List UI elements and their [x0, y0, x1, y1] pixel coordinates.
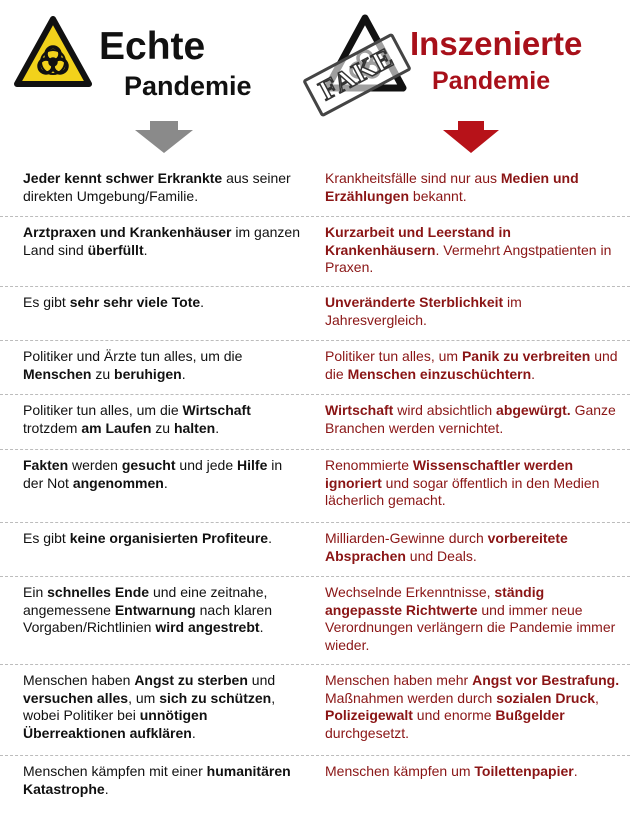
statement-segment: schnelles Ende [47, 584, 150, 600]
statement-segment: Wissenschaftler werden ignoriert [325, 457, 574, 491]
statement-segment: angenommen [72, 474, 164, 491]
staged-pandemic-statement [325, 584, 625, 654]
real-pandemic-statement [23, 672, 305, 742]
comparison-row [0, 394, 630, 450]
statement-segment: unnötigen Überreaktionen aufklären [23, 707, 208, 741]
header [0, 0, 630, 160]
staged-pandemic-statement [325, 294, 625, 329]
comparison-row [0, 449, 630, 523]
statement-segment: zu [151, 419, 174, 436]
statement-segment: Maßnahmen werden durch [325, 689, 497, 706]
statement-segment: . [143, 241, 148, 258]
staged-pandemic-statement [325, 348, 625, 383]
real-pandemic-statement [23, 530, 305, 548]
statement-segment: und immer neue Verordnungen verlängern die Pandemie immer wieder. [325, 601, 616, 653]
left-title-line1: Echte [99, 25, 206, 68]
comparison-row [0, 664, 630, 756]
statement-segment: Menschen haben mehr [325, 672, 473, 688]
statement-segment: keine organisierten Profiteure [69, 530, 269, 546]
fake-stamp: FAKE [302, 33, 412, 118]
real-pandemic-statement [23, 457, 305, 492]
comparison-row [0, 286, 630, 341]
statement-segment: Wechselnde Erkenntnisse, [325, 584, 495, 600]
statement-segment: Menschen haben [23, 672, 135, 688]
statement-segment: und Deals. [405, 547, 477, 564]
statement-segment: gesucht [121, 457, 176, 473]
statement-segment: beruhigen [114, 365, 182, 382]
staged-pandemic-statement [325, 170, 625, 205]
statement-segment: , [595, 689, 599, 706]
statement-segment: . Vermehrt Angstpatienten in Praxen. [325, 241, 612, 276]
real-pandemic-statement [23, 170, 305, 205]
right-title-line2: Pandemie [432, 67, 551, 95]
statement-segment: Jeder kennt schwer Erkrankte [23, 170, 223, 186]
statement-segment: und die [325, 348, 618, 382]
statement-segment: Wirtschaft [325, 402, 394, 418]
statement-segment: Es gibt [23, 530, 70, 546]
staged-pandemic-statement [325, 224, 625, 277]
arrow-down-red-icon [443, 121, 499, 153]
real-pandemic-statement [23, 763, 305, 798]
real-pandemic-statement [23, 402, 305, 437]
statement-segment: Menschen kämpfen um [325, 763, 475, 779]
statement-segment: . [259, 619, 264, 636]
statement-segment: Fakten [23, 457, 69, 473]
statement-segment: im ganzen Land sind [23, 224, 300, 258]
statement-segment: werden [68, 457, 122, 473]
statement-segment: und enorme [412, 707, 496, 724]
statement-segment: trotzdem [23, 419, 82, 436]
statement-segment: Entwarnung [114, 601, 196, 618]
statement-segment: und jede [175, 457, 238, 473]
comparison-row [0, 522, 630, 577]
staged-pandemic-statement [325, 763, 625, 781]
statement-segment: Bußgelder [495, 707, 565, 724]
comparison-row [0, 162, 630, 217]
statement-segment: in der Not [23, 457, 283, 491]
statement-segment: wird absichtlich [393, 402, 497, 418]
statement-segment: Polizeigewalt [325, 707, 413, 724]
statement-segment: Angst zu sterben [134, 672, 248, 688]
statement-segment: bekannt. [409, 187, 467, 204]
statement-segment: Politiker und Ärzte tun alles, um die [23, 348, 243, 364]
statement-segment: Menschen einzuschüchtern [347, 365, 532, 382]
statement-segment: Ganze Branchen werden vernichtet. [325, 402, 616, 436]
statement-segment: Milliarden-Gewinne durch [325, 530, 488, 546]
statement-segment: . [215, 419, 220, 436]
comparison-row [0, 216, 630, 287]
statement-segment: Kurzarbeit und Leerstand in Krankenhäusern [325, 224, 511, 258]
statement-segment: . [573, 763, 578, 779]
right-title-line1: Inszenierte [410, 25, 583, 62]
statement-segment: . [531, 365, 536, 382]
statement-segment: und eine zeitnahe, angemessene [23, 584, 268, 618]
statement-segment: zu [91, 365, 115, 382]
statement-segment: . [191, 724, 196, 741]
statement-segment: Politiker tun alles, um [325, 348, 462, 364]
statement-segment: versuchen alles [23, 689, 129, 706]
statement-segment: humanitären Katastrophe [23, 763, 291, 797]
staged-pandemic-statement [325, 402, 625, 437]
statement-segment: Unveränderte Sterblichkeit [325, 294, 504, 310]
statement-segment: vorbereitete Absprachen [325, 530, 568, 564]
biohazard-warning-icon [14, 16, 92, 88]
left-title-line2: Pandemie [124, 71, 252, 101]
statement-segment: Wirtschaft [182, 402, 251, 418]
statement-segment: Menschen kämpfen mit einer [23, 763, 207, 779]
statement-segment: . [104, 780, 109, 797]
statement-segment: aus seiner direkten Umgebung/Familie. [23, 170, 291, 204]
real-pandemic-statement [23, 584, 305, 637]
comparison-row [0, 340, 630, 395]
statement-segment: sich zu schützen [159, 689, 272, 706]
real-pandemic-statement [23, 348, 305, 383]
real-pandemic-statement [23, 294, 305, 312]
statement-segment: , wobei Politiker bei [23, 689, 276, 724]
statement-segment: Hilfe [237, 457, 268, 473]
statement-segment: Krankheitsfälle sind nur aus [325, 170, 501, 186]
statement-segment: Renommierte [325, 457, 413, 473]
statement-segment: abgewürgt. [496, 402, 571, 418]
statement-segment: , um [128, 689, 160, 706]
comparison-row [0, 576, 630, 665]
statement-segment: im Jahresvergleich. [325, 294, 522, 328]
statement-segment: . [200, 294, 205, 310]
statement-segment: nach klaren Vorgaben/Richtlinien [23, 601, 273, 636]
statement-segment: . [181, 365, 186, 382]
comparison-row [0, 755, 630, 825]
statement-segment: sozialen Druck [496, 689, 596, 706]
statement-segment: Toilettenpapier [474, 763, 574, 779]
staged-pandemic-statement [325, 457, 625, 510]
staged-pandemic-statement [325, 530, 625, 565]
statement-segment: und sogar öffentlich in den Medien lächerlich gemacht. [325, 474, 600, 509]
statement-segment: . [268, 530, 272, 546]
statement-segment: am Laufen [81, 419, 152, 436]
statement-segment: Arztpraxen und Krankenhäuser [23, 224, 232, 240]
statement-segment: Ein [23, 584, 48, 600]
statement-segment: ständig angepasste Richtwerte [325, 584, 545, 618]
statement-segment: Angst vor Bestrafung. [472, 672, 620, 688]
statement-segment: durchgesetzt. [325, 724, 410, 741]
statement-segment: halten [173, 419, 216, 436]
statement-segment: Menschen [23, 365, 92, 382]
statement-segment: und [247, 672, 276, 688]
arrow-down-grey-icon [135, 121, 193, 153]
real-pandemic-statement [23, 224, 305, 259]
staged-pandemic-statement [325, 672, 625, 742]
statement-segment: Panik zu verbreiten [461, 348, 591, 364]
statement-segment: Medien und Erzählungen [325, 170, 579, 204]
statement-segment: Es gibt [23, 294, 70, 310]
statement-segment: Politiker tun alles, um die [23, 402, 183, 418]
statement-segment: . [163, 474, 168, 491]
statement-segment: überfüllt [87, 241, 144, 258]
statement-segment: wird angestrebt [155, 619, 260, 636]
statement-segment: sehr sehr viele Tote [69, 294, 201, 310]
